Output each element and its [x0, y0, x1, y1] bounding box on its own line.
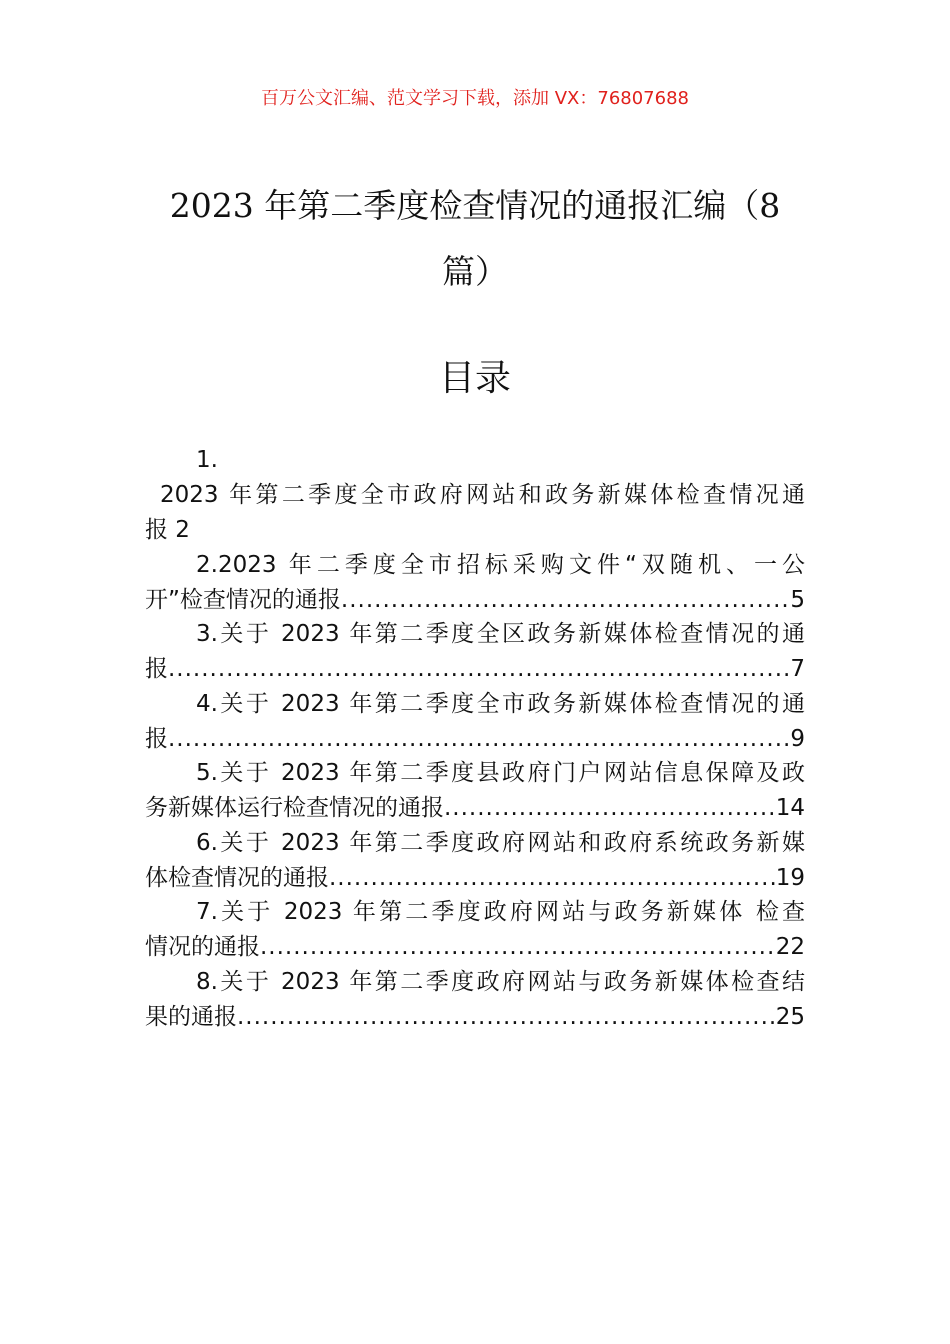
toc-entry-5-line1[interactable]: [145, 756, 805, 790]
toc-page-number: 22: [775, 934, 805, 960]
toc-text: 7.关于 2023 年第二季度政府网站与政务新媒体 检查: [196, 899, 805, 925]
toc-text: 报: [145, 656, 168, 682]
toc-entry-6-line1[interactable]: [145, 826, 805, 860]
toc-text: 报 2: [145, 517, 190, 543]
toc-entry-7-line2[interactable]: [145, 930, 805, 964]
toc-text: 情况的通报: [145, 934, 260, 960]
toc-entry-4-line1[interactable]: [145, 687, 805, 721]
toc-entry-2-line1[interactable]: [145, 548, 805, 582]
dot-leader: [444, 791, 776, 825]
toc-number: 1.: [196, 447, 218, 473]
toc-page-number: 19: [775, 865, 805, 891]
toc-entry-6-line2[interactable]: [145, 861, 805, 895]
toc-page-number: 14: [775, 795, 805, 821]
toc-text: 果的通报: [145, 1004, 237, 1030]
toc-text: 6.关于 2023 年第二季度政府网站和政府系统政务新媒: [196, 830, 805, 856]
toc-page-number: 5: [790, 587, 805, 613]
toc-entry-7-line1[interactable]: [145, 895, 805, 929]
toc-text: 开”检查情况的通报: [145, 587, 341, 613]
toc-entry-1-number[interactable]: [145, 443, 805, 477]
watermark-banner: 百万公文汇编、范文学习下载，添加 VX：76807688: [261, 88, 689, 109]
toc-text: 2.2023 年二季度全市招标采购文件“双随机、一公: [196, 552, 805, 578]
dot-leader: [237, 1000, 776, 1034]
toc-text: 务新媒体运行检查情况的通报: [145, 795, 444, 821]
toc-text: 报: [145, 726, 168, 752]
document-title-line2: 篇）: [442, 252, 508, 291]
document-title-line1: 2023 年第二季度检查情况的通报汇编（8: [169, 186, 781, 225]
toc-entry-4-line2[interactable]: [145, 722, 805, 756]
toc-page-number: 7: [790, 656, 805, 682]
dot-leader: [329, 861, 776, 895]
toc-entry-8-line2[interactable]: [145, 1000, 805, 1034]
toc-text: 8.关于 2023 年第二季度政府网站与政务新媒体检查结: [196, 969, 805, 995]
toc-page-number: 25: [775, 1004, 805, 1030]
toc-entry-1-line1[interactable]: [145, 478, 805, 512]
toc-entry-5-line2[interactable]: [145, 791, 805, 825]
dot-leader: [168, 652, 790, 686]
toc-text: 4.关于 2023 年第二季度全市政务新媒体检查情况的通: [196, 691, 805, 717]
dot-leader: [341, 583, 790, 617]
toc-entry-8-line1[interactable]: [145, 965, 805, 999]
toc-entry-1-line2[interactable]: [145, 513, 805, 547]
toc-text: 2023 年第二季度全市政府网站和政务新媒体检查情况通: [160, 482, 805, 508]
toc-text: 5.关于 2023 年第二季度县政府门户网站信息保障及政: [196, 760, 805, 786]
toc-text: 体检查情况的通报: [145, 865, 329, 891]
toc-heading: 目录: [438, 358, 511, 399]
dot-leader: [168, 722, 790, 756]
toc-entry-2-line2[interactable]: [145, 583, 805, 617]
toc-entry-3-line2[interactable]: [145, 652, 805, 686]
dot-leader: [260, 930, 776, 964]
toc-entry-3-line1[interactable]: [145, 617, 805, 651]
toc-page-number: 9: [790, 726, 805, 752]
toc-text: 3.关于 2023 年第二季度全区政务新媒体检查情况的通: [196, 621, 805, 647]
